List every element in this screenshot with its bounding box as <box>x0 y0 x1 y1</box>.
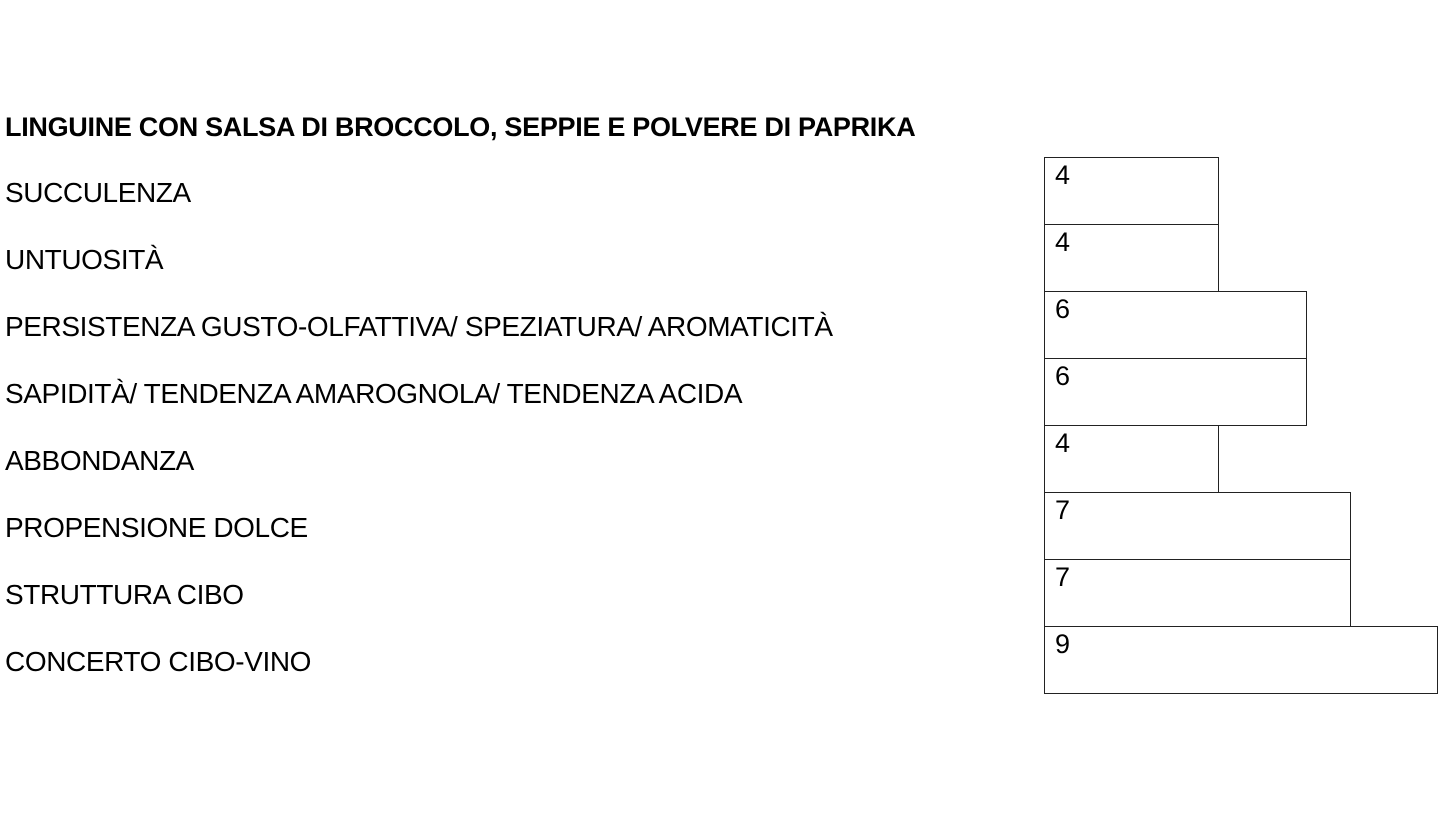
category-label: UNTUOSITÀ <box>5 244 164 275</box>
bar-value-label: 7 <box>1055 495 1071 525</box>
category-label: PERSISTENZA GUSTO-OLFATTIVA/ SPEZIATURA/ AROMATICITÀ <box>5 311 833 342</box>
category-label: SAPIDITÀ/ TENDENZA AMAROGNOLA/ TENDENZA ACIDA <box>5 378 743 409</box>
bar <box>1044 358 1307 426</box>
bar <box>1044 291 1307 359</box>
chart-title: LINGUINE CON SALSA DI BROCCOLO, SEPPIE E POLVERE DI PAPRIKA <box>5 112 916 142</box>
bar <box>1044 425 1219 493</box>
bar <box>1044 157 1219 225</box>
bar <box>1044 626 1438 694</box>
bar <box>1044 224 1219 292</box>
bar-value-label: 4 <box>1055 428 1071 458</box>
bar-value-label: 6 <box>1055 361 1071 391</box>
category-label: CONCERTO CIBO-VINO <box>5 646 312 677</box>
bar-value-label: 4 <box>1055 227 1071 257</box>
bar <box>1044 559 1351 627</box>
bar-value-label: 6 <box>1055 294 1071 324</box>
category-label: PROPENSIONE DOLCE <box>5 512 308 543</box>
category-label: STRUTTURA CIBO <box>5 579 244 610</box>
category-label: ABBONDANZA <box>5 445 194 476</box>
category-label: SUCCULENZA <box>5 177 191 208</box>
bar-value-label: 9 <box>1055 629 1071 659</box>
bar <box>1044 492 1351 560</box>
bar-value-label: 4 <box>1055 160 1071 190</box>
bar-value-label: 7 <box>1055 562 1071 592</box>
